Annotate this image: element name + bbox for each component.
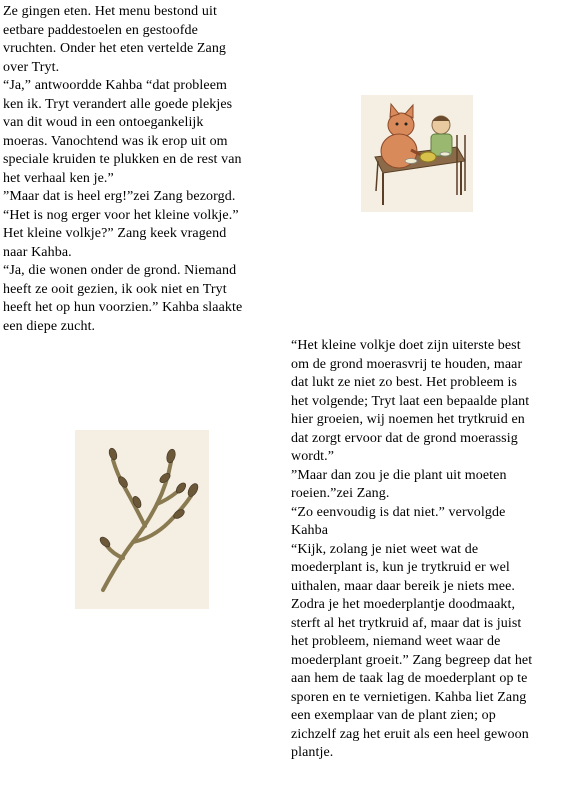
story-line: moederplant is, kun je trytkruid er wel [291,560,510,575]
story-line: over Tryt. [3,59,60,75]
story-line: zichzelf zag het eruit als een heel gewoon [291,726,529,742]
story-line: “Ja,” antwoordde Kahba “dat probleem [3,78,228,93]
story-line: moederplant groeit.” Zang begreep dat het [291,652,533,668]
story-line: “Ja, die wonen onder de grond. Niemand [3,263,237,278]
dinner-scene-icon [361,95,473,212]
story-left-column [3,3,283,336]
story-line: dat lukt ze niet zo best. Het probleem is [291,375,518,390]
story-line: Ze gingen eten. Het menu bestond uit [3,4,217,19]
story-line: ”Maar dan zou je die plant uit moeten [291,467,507,483]
story-line: speciale kruiden te plukken en de rest van [3,152,242,167]
story-line: het probleem, niemand weet waar de [291,634,501,649]
story-line: een diepe zucht. [3,318,96,334]
story-line: “Kijk, zolang je niet weet wat de [291,541,479,557]
story-line: Zodra je het moederplantje doodmaakt, [291,597,516,612]
story-line: sterft al het trytkruid af, maar dat is juist [291,615,522,631]
story-line: aan hem de taak lag de moederplant op te [291,671,528,686]
story-line: sporen en te vernietigen. Kahba liet Zang [291,689,527,705]
story-line: “Zo eenvoudig is dat niet.” vervolgde [291,504,506,520]
story-line: dat zorgt ervoor dat de grond moerassig [291,430,518,446]
story-line: het volgende; Tryt laat een bepaalde plant [291,393,530,409]
story-line: moeras. Vanochtend was ik erop uit om [3,133,228,149]
story-line: roeien.”zei Zang. [291,486,390,501]
story-line: uithalen, maar daar bereik je niets mee. [291,578,516,594]
story-line: heeft ze ooit gezien, ik ook niet en Tryt [3,281,227,297]
story-line: een exemplaar van de plant zien; op [291,708,496,723]
story-line: “Het is nog erger voor het kleine volkje.” [3,207,239,223]
story-line: plantje. [291,745,334,760]
story-line: Het kleine volkje?” Zang keek vragend [3,226,227,241]
story-line: ”Maar dat is heel erg!”zei Zang bezorgd. [3,189,236,204]
dinner-scene-illustration [361,95,473,212]
story-right-column [291,337,571,763]
story-line: naar Kahba. [3,244,72,260]
story-line: ken ik. Tryt verandert alle goede plekjes [3,96,233,112]
story-line: heeft het op hun voorzien.” Kahba slaakte [3,300,243,315]
trytkruid-plant-icon [75,430,209,609]
story-line: vruchten. Onder het eten vertelde Zang [3,41,227,56]
story-line: hier groeien, wij noemen het trytkruid en [291,412,525,427]
story-line: “Het kleine volkje doet zijn uiterste best [291,338,521,353]
story-line: van dit woud in een ontoegankelijk [3,115,204,130]
story-line: het verhaal ken je.” [3,170,114,186]
plant-illustration [75,430,209,609]
story-line: wordt.” [291,449,335,464]
story-line: eetbare paddestoelen en gestoofde [3,22,198,38]
story-line: om de grond moerasvrij te houden, maar [291,356,523,372]
story-line: Kahba [291,523,329,538]
